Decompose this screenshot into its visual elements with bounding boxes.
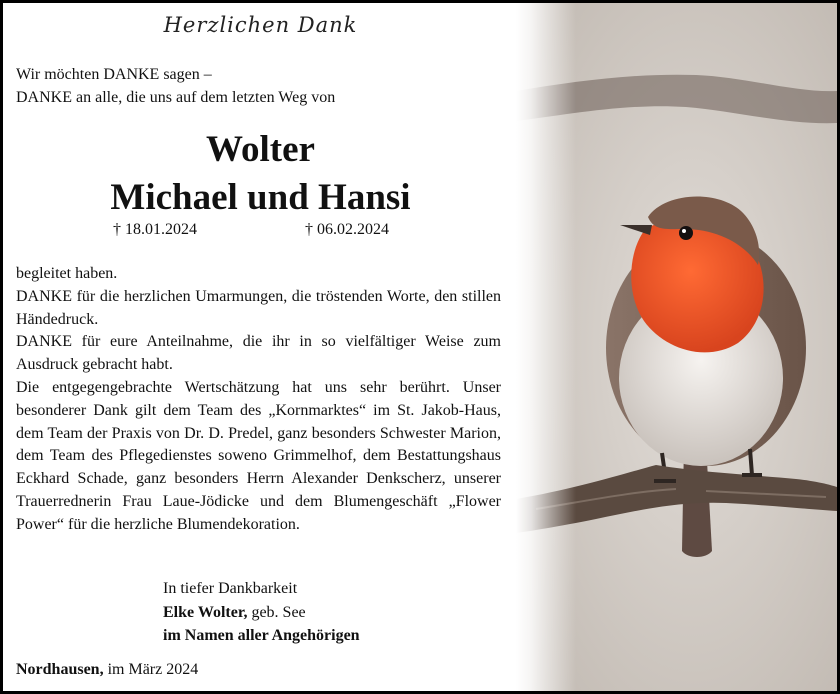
thank-you-text (16, 263, 501, 537)
closing-block (163, 577, 360, 648)
deceased-surname: Wolter (206, 129, 315, 170)
body-paragraph-3: DANKE für eure Anteilnahme, die ihr in so vielfältiger Weise zum Ausdruck gebracht habt. (16, 333, 501, 374)
robin-photo (516, 3, 837, 691)
eye (679, 226, 693, 240)
death-date-1: † 18.01.2024 (113, 221, 197, 238)
closing-line-3: im Namen aller Angehörigen (163, 627, 360, 644)
death-date-2: † 06.02.2024 (305, 221, 389, 238)
closing-line-1: In tiefer Dankbarkeit (163, 580, 298, 597)
deceased-given-names: Michael und Hansi (110, 177, 411, 218)
date: im März 2024 (103, 661, 199, 678)
body-paragraph-2: DANKE für die herzlichen Umarmungen, die tröstenden Worte, den stillen Händedruck. (16, 287, 501, 328)
closing-signer (163, 601, 360, 625)
intro-line-2: DANKE an alle, die uns auf dem letzten Weg von (16, 89, 336, 106)
place: Nordhausen, (16, 661, 104, 678)
body-paragraph-1: begleitet haben. (16, 265, 118, 282)
signer-suffix: geb. See (247, 603, 306, 621)
body-paragraph-4: Die entgegengebrachte Wertschätzung hat uns sehr berührt. Unser besonderer Dank gilt dem Team des „Kornmarktes“ im St. Jakob-Haus, dem Team der Praxis von Dr. D. Predel, ganz besonders Schwester Marion, dem Team des Pflegedienstes soweno Grimmelhof, dem Bestattungshaus Eckhard Schade, ganz besonders Herrn Alexander Denkscherz, unserer Trauerrednerin Frau Laue-Jödicke und dem Blumengeschäft „Flower Power“ für die herzliche Blumendekoration. (16, 378, 501, 533)
text-column (3, 3, 518, 691)
signer-name: Elke Wolter, (163, 603, 248, 621)
intro-line-1: Wir möchten DANKE sagen – (16, 66, 212, 83)
photo-fade (516, 3, 576, 691)
heading: Herzlichen Dank (163, 13, 358, 37)
obituary-card (3, 3, 837, 691)
intro (16, 63, 335, 109)
place-date (16, 661, 198, 679)
